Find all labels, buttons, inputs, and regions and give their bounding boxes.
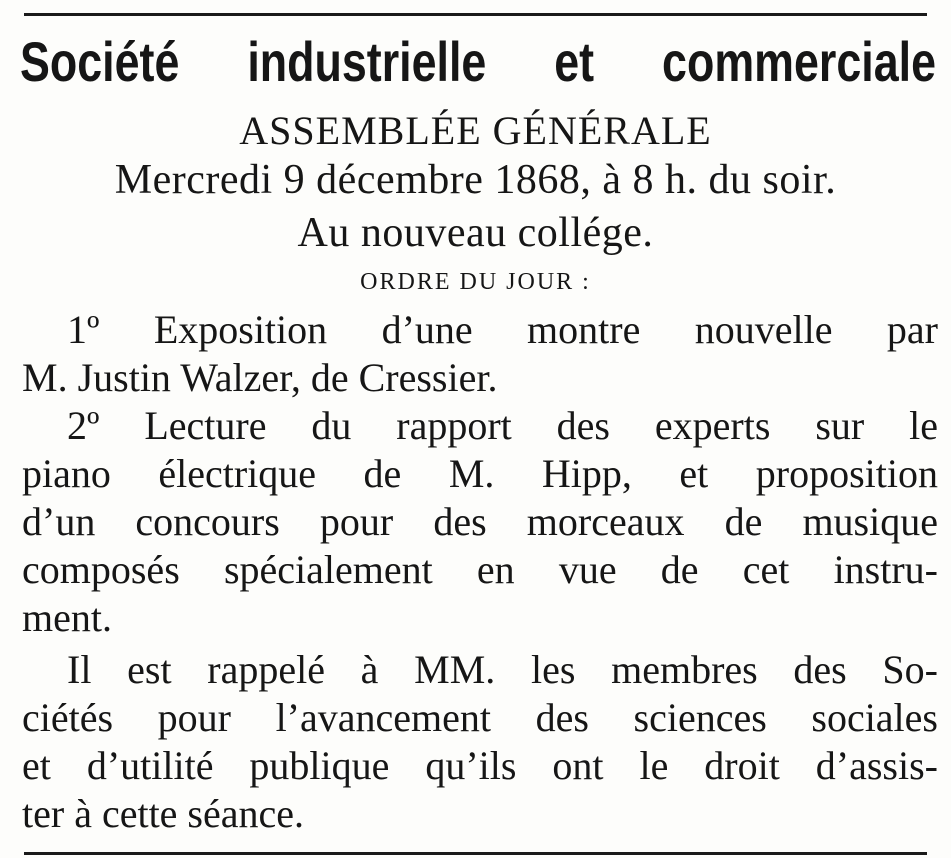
agenda-item-2-line-4: composés spécialement en vue de cet instru- bbox=[22, 547, 938, 592]
notice-title: Société industrielle et commerciale bbox=[20, 30, 936, 93]
agenda-item-2-line-5: ment. bbox=[22, 595, 112, 640]
agenda-item-1-line-2: M. Justin Walzer, de Cressier. bbox=[22, 355, 498, 400]
reminder-line-4: ter à cette séance. bbox=[22, 791, 305, 836]
agenda-item-2-line-1: 2º Lecture du rapport des experts sur le bbox=[67, 403, 938, 448]
agenda-item-2-line-2: piano électrique de M. Hipp, et proposition bbox=[22, 451, 938, 496]
top-rule bbox=[24, 13, 927, 16]
agenda-item-2-line-3: d’un concours pour des morceaux de musique bbox=[22, 499, 938, 544]
agenda-item-1-line-1: 1º Exposition d’une montre nouvelle par bbox=[67, 307, 938, 352]
reminder-line-3: et d’utilité publique qu’ils ont le droit d’assis- bbox=[22, 743, 938, 788]
meeting-venue: Au nouveau collége. bbox=[297, 210, 654, 256]
reminder-line-2: ciétés pour l’avancement des sciences sociales bbox=[22, 695, 938, 740]
notice-subtitle: ASSEMBLÉE GÉNÉRALE bbox=[239, 108, 712, 153]
bottom-rule bbox=[24, 852, 927, 855]
reminder-line-1: Il est rappelé à MM. les membres des So- bbox=[67, 647, 938, 692]
agenda-heading: ORDRE DU JOUR : bbox=[360, 269, 591, 295]
meeting-date: Mercredi 9 décembre 1868, à 8 h. du soir. bbox=[114, 157, 837, 203]
